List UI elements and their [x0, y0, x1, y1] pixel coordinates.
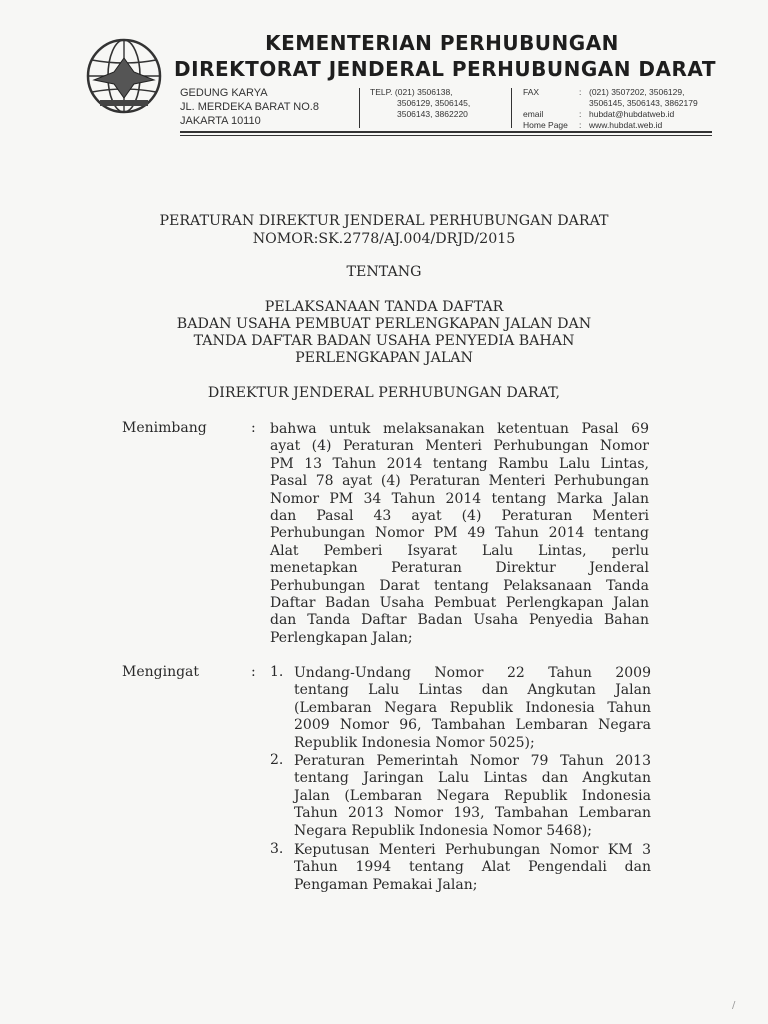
text-line: Daftar Badan Usaha Pembuat Perlengkapan Jalan — [270, 594, 649, 611]
text-line: Undang-Undang Nomor 22 Tahun 2009 — [294, 665, 651, 681]
tentang-heading: TENTANG — [346, 264, 422, 280]
fax-value: (021) 3507202, 3506129, — [589, 87, 685, 97]
email-label: email — [523, 109, 544, 119]
text-line: Republik Indonesia Nomor 5025); — [294, 734, 535, 751]
mengingat-label: Mengingat — [122, 664, 200, 680]
menimbang-label: Menimbang — [122, 420, 207, 436]
text-line: dan Pasal 43 ayat (4) Peraturan Menteri — [270, 507, 649, 524]
text-line: dan Tanda Daftar Badan Usaha Penyedia Bahan — [270, 612, 649, 629]
menimbang-colon: : — [251, 420, 256, 436]
text-line: 2009 Nomor 96, Tambahan Lembaran Negara — [294, 717, 651, 734]
homepage-label: Home Page — [523, 120, 568, 130]
text-line: Nomor PM 34 Tahun 2014 tentang Marka Jalan — [270, 490, 649, 507]
telp-line: TELP. (021) 3506138, — [370, 87, 453, 97]
regulation-title: PERATURAN DIREKTUR JENDERAL PERHUBUNGAN DARAT — [159, 213, 609, 229]
text-line: Perhubungan Nomor PM 49 Tahun 2014 tentang — [270, 525, 649, 542]
subject-line: PERLENGKAPAN JALAN — [295, 350, 473, 366]
text-line: Jalan (Lembaran Negara Republik Indonesia — [294, 787, 651, 804]
text-line: bahwa untuk melaksanakan ketentuan Pasal 69 — [270, 421, 649, 437]
email-value: hubdat@hubdatweb.id — [589, 109, 675, 119]
text-line: Pengaman Pemakai Jalan; — [294, 876, 478, 893]
address-line: GEDUNG KARYA — [180, 87, 268, 99]
fax-value: 3506145, 3506143, 3862179 — [589, 98, 698, 108]
directorate-name: DIREKTORAT JENDERAL PERHUBUNGAN DARAT — [174, 57, 716, 81]
text-line: Pasal 78 ayat (4) Peraturan Menteri Perhubungan — [270, 473, 649, 490]
fax-colon: : — [579, 87, 582, 97]
text-line: (Lembaran Negara Republik Indonesia Tahun — [294, 699, 651, 716]
homepage-colon: : — [579, 120, 582, 130]
subject-line: TANDA DAFTAR BADAN USAHA PENYEDIA BAHAN — [193, 333, 575, 349]
email-colon: : — [579, 109, 582, 119]
mengingat-colon: : — [251, 664, 256, 680]
address-line: JAKARTA 10110 — [180, 115, 261, 127]
menimbang-text — [270, 421, 649, 647]
divider — [511, 88, 512, 128]
text-line: Negara Republik Indonesia Nomor 5468); — [294, 822, 593, 839]
text-line: Alat Pemberi Isyarat Lalu Lintas, perlu — [270, 542, 649, 559]
text-line: Peraturan Pemerintah Nomor 79 Tahun 2013 — [294, 753, 651, 769]
telp-line: 3506129, 3506145, — [397, 98, 471, 108]
text-line: tentang Jaringan Lalu Lintas dan Angkutan — [294, 770, 651, 787]
regulation-number: NOMOR:SK.2778/AJ.004/DRJD/2015 — [252, 231, 516, 247]
telephone-block — [370, 87, 470, 120]
scan-mark: / — [732, 1000, 736, 1011]
contact-block — [523, 87, 698, 131]
text-line: Tahun 1994 tentang Alat Pengendali dan — [294, 859, 651, 876]
item-number: 1. — [270, 664, 284, 680]
homepage-value: www.hubdat.web.id — [589, 120, 663, 130]
text-line: Tahun 2013 Nomor 193, Tambahan Lembaran — [294, 805, 651, 822]
mengingat-item — [294, 665, 651, 752]
fax-label: FAX — [523, 87, 540, 97]
ministry-emblem-icon — [84, 36, 164, 118]
text-line: tentang Lalu Lintas dan Angkutan Jalan — [294, 682, 651, 699]
text-line: Keputusan Menteri Perhubungan Nomor KM 3 — [294, 842, 651, 858]
item-number: 3. — [270, 841, 284, 857]
address-line: JL. MERDEKA BARAT NO.8 — [180, 101, 319, 113]
text-line: Perhubungan Darat tentang Pelaksanaan Tanda — [270, 577, 649, 594]
office-address — [180, 86, 319, 128]
text-line: Perlengkapan Jalan; — [270, 629, 413, 646]
subject-line: BADAN USAHA PEMBUAT PERLENGKAPAN JALAN DAN — [176, 316, 592, 332]
text-line: PM 13 Tahun 2014 tentang Rambu Lalu Lintas, — [270, 455, 649, 472]
mengingat-item — [294, 842, 651, 894]
item-number: 2. — [270, 752, 284, 768]
issuer-heading: DIREKTUR JENDERAL PERHUBUNGAN DARAT, — [207, 385, 561, 401]
telp-line: 3506143, 3862220 — [397, 109, 468, 119]
text-line: menetapkan Peraturan Direktur Jenderal — [270, 560, 649, 577]
subject-line: PELAKSANAAN TANDA DAFTAR — [264, 299, 504, 315]
divider — [359, 88, 360, 128]
ministry-name: KEMENTERIAN PERHUBUNGAN — [265, 31, 619, 55]
mengingat-item — [294, 753, 651, 840]
letterhead-rule — [180, 131, 712, 133]
letterhead-rule — [180, 135, 712, 136]
text-line: ayat (4) Peraturan Menteri Perhubungan Nomor — [270, 438, 649, 455]
